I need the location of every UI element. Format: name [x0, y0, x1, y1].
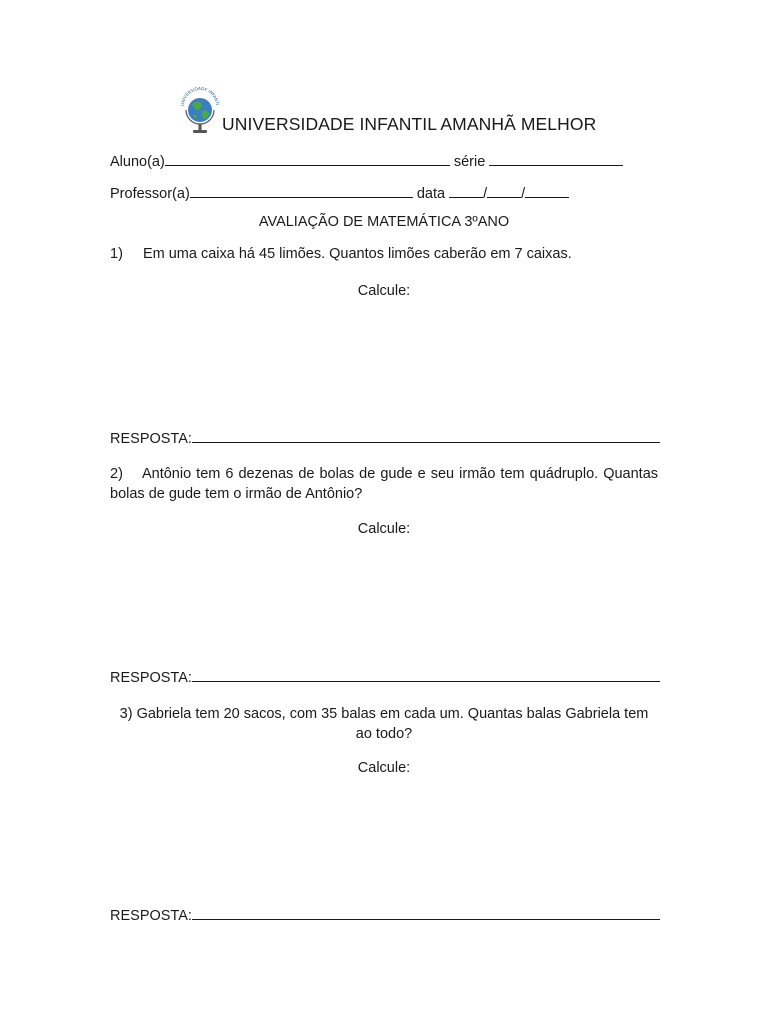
question-number: 1): [110, 246, 123, 262]
serie-input-line[interactable]: [489, 151, 623, 166]
answer-row-3: [110, 905, 660, 924]
question-2: [110, 464, 658, 504]
answer-row-2: [110, 667, 660, 686]
globe-logo-icon: [178, 84, 222, 136]
calc-label-1: Calcule:: [357, 283, 411, 299]
calc-label-2: Calcule:: [357, 521, 411, 537]
exam-title: AVALIAÇÃO DE MATEMÁTICA 3ºANO: [258, 214, 510, 230]
question-number: 3): [119, 706, 133, 722]
aluno-label: Aluno(a): [110, 154, 165, 170]
answer-input-line-3[interactable]: [192, 905, 660, 920]
calc-label-3: Calcule:: [357, 760, 411, 776]
date-separator: /: [483, 186, 488, 202]
answer-label: RESPOSTA:: [110, 908, 192, 924]
teacher-row: [110, 183, 569, 202]
answer-row-1: [110, 428, 660, 447]
answer-input-line-1[interactable]: [192, 428, 660, 443]
question-3: [110, 704, 658, 744]
professor-input-line[interactable]: [190, 183, 413, 198]
date-month-line[interactable]: [487, 183, 521, 198]
aluno-input-line[interactable]: [165, 151, 450, 166]
answer-input-line-2[interactable]: [192, 667, 660, 682]
date-year-line[interactable]: [525, 183, 569, 198]
serie-label: série: [453, 154, 486, 170]
answer-label: RESPOSTA:: [110, 431, 192, 447]
question-number: 2): [110, 466, 123, 482]
date-day-line[interactable]: [449, 183, 483, 198]
question-text: Gabriela tem 20 sacos, com 35 balas em cada um. Quantas balas Gabriela tem ao todo?: [136, 706, 649, 742]
answer-label: RESPOSTA:: [110, 670, 192, 686]
question-1: [110, 246, 572, 262]
professor-label: Professor(a): [110, 186, 190, 202]
logo-caption: UNIVERSIDADE INFANTI: [179, 85, 220, 107]
data-label: data: [416, 186, 446, 202]
school-name: UNIVERSIDADE INFANTIL AMANHÃ MELHOR: [222, 114, 597, 134]
date-separator: /: [521, 186, 526, 202]
question-text: Antônio tem 6 dezenas de bolas de gude e seu irmão tem quádruplo. Quantas bolas de gude tem o irmão de Antônio?: [110, 466, 659, 502]
student-row: [110, 151, 623, 170]
question-text: Em uma caixa há 45 limões. Quantos limões caberão em 7 caixas.: [142, 246, 572, 262]
